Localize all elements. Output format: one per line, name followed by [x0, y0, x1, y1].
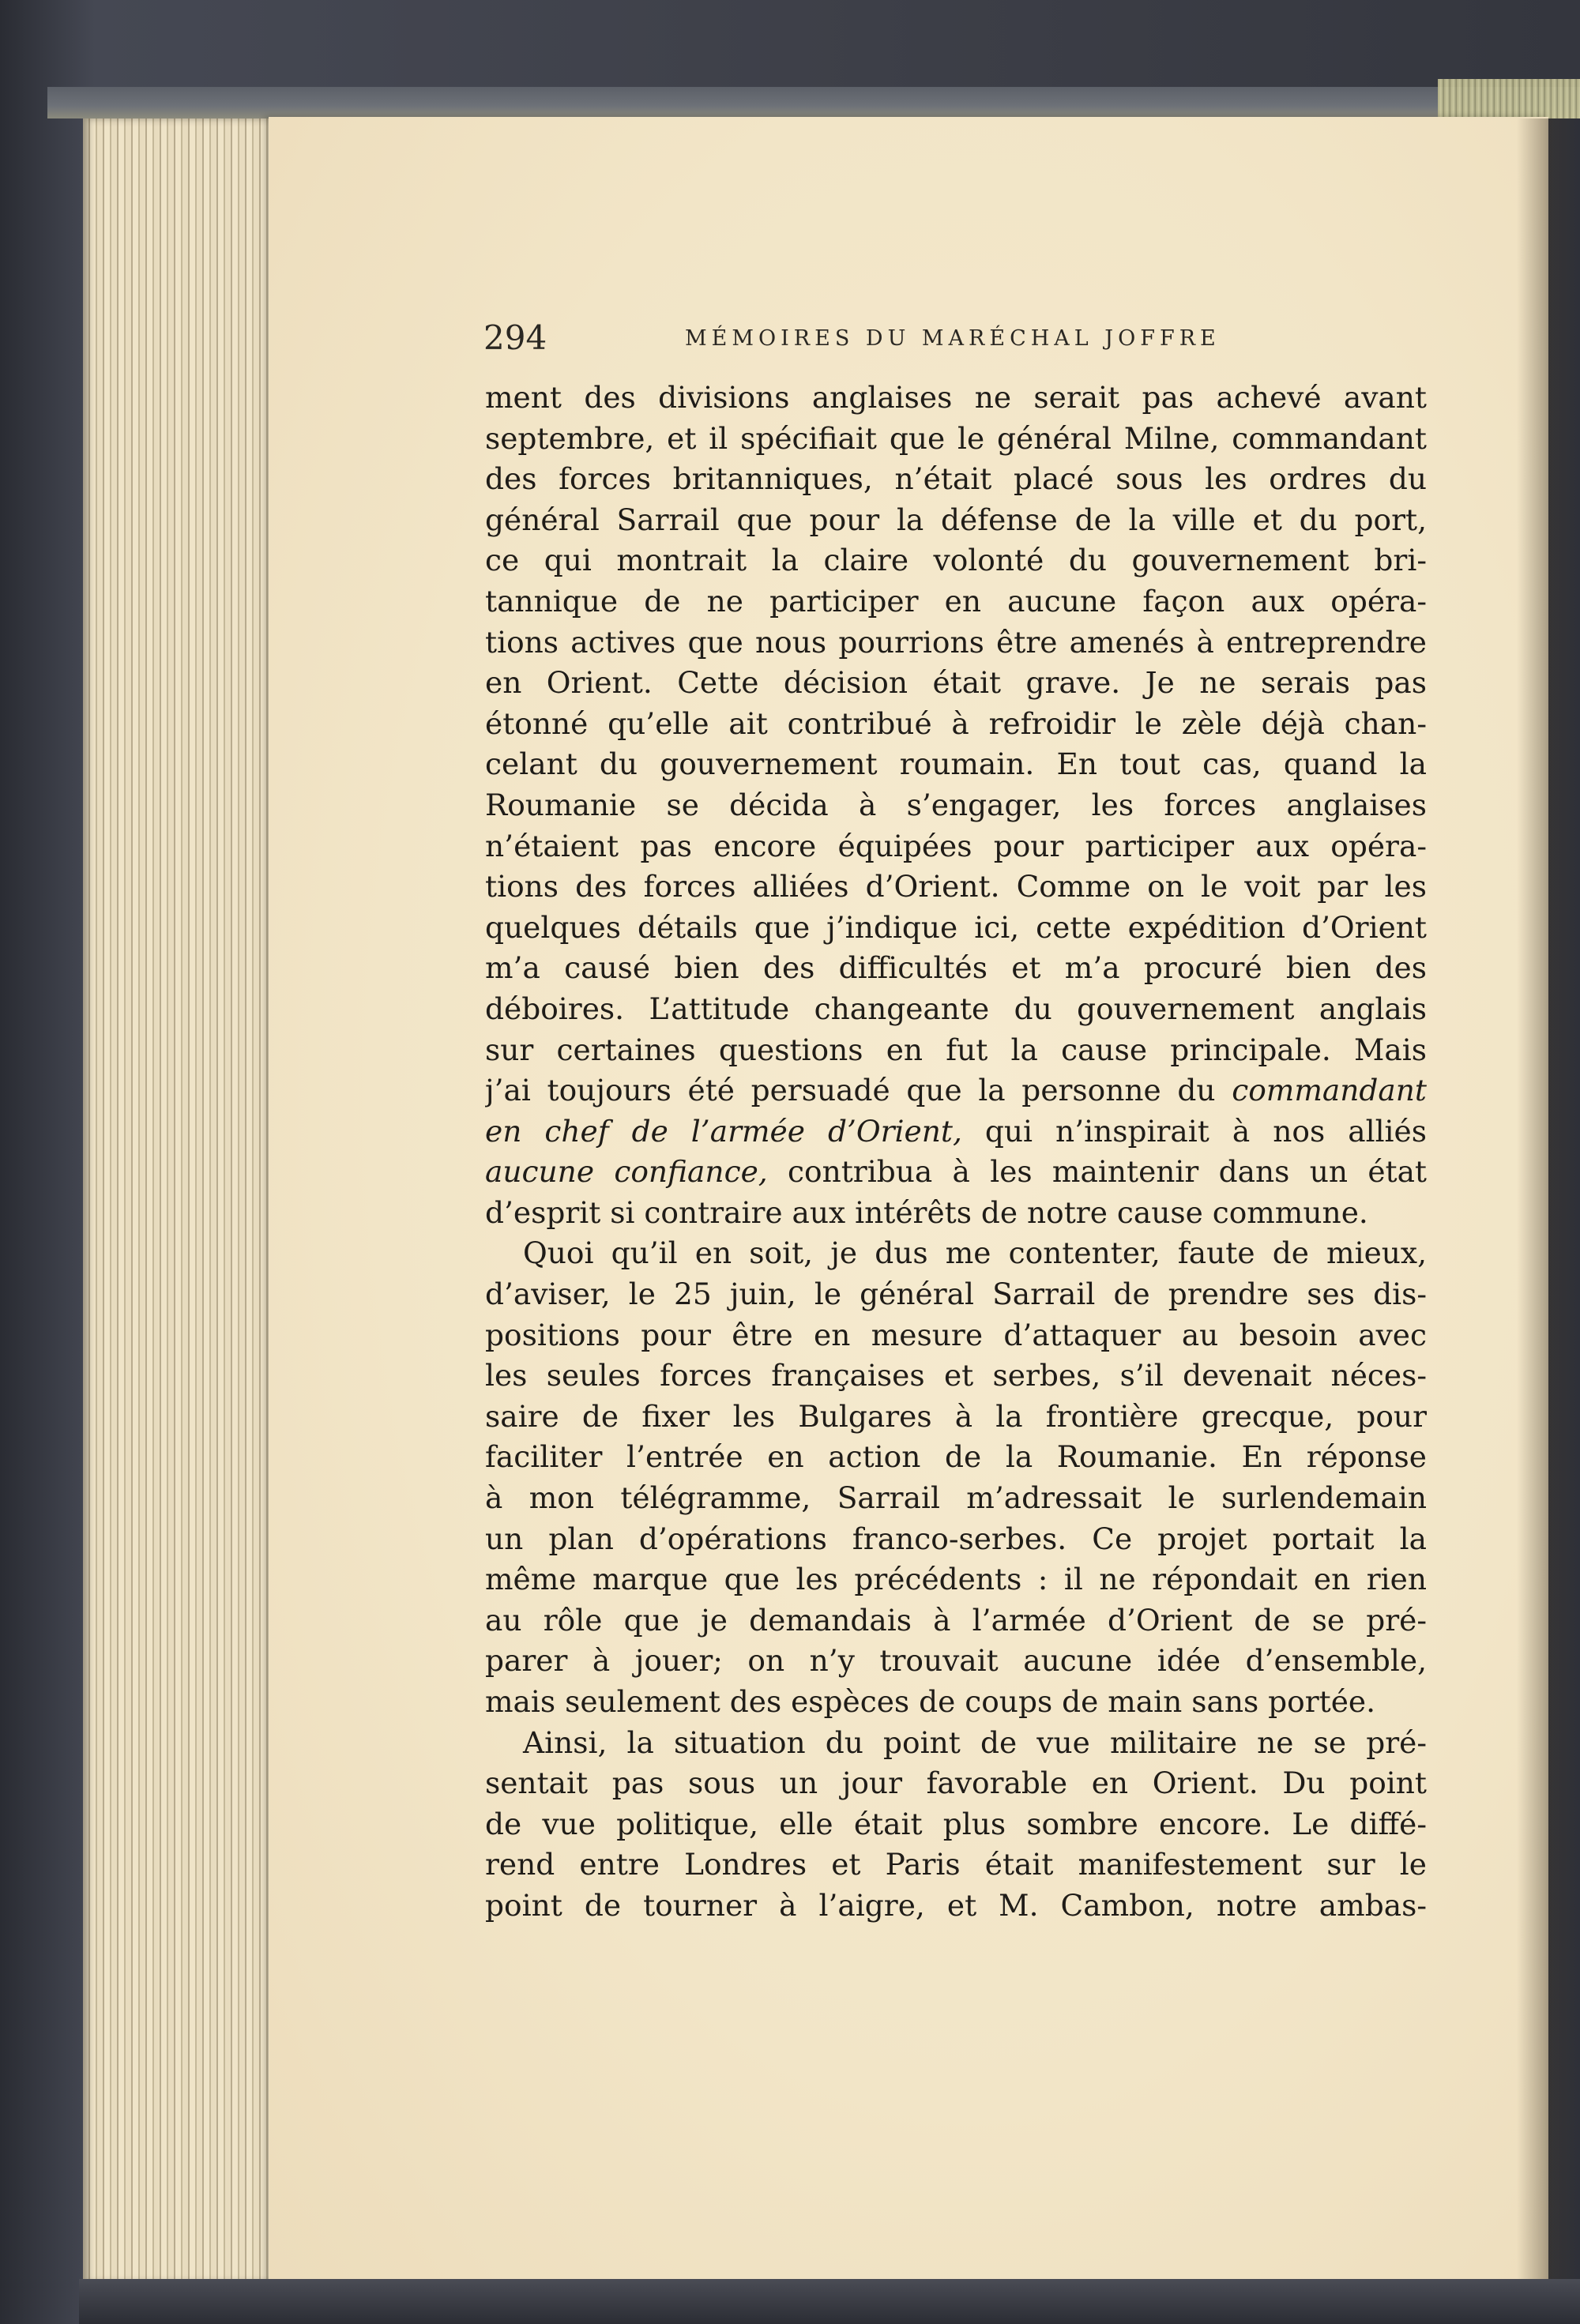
text-line: à mon télégramme, Sarrail m’adressait le surlendemain [485, 1480, 1427, 1516]
text-line: ce qui montrait la claire volonté du gouvernement bri- [485, 543, 1427, 578]
paragraph-first-line: Quoi qu’il en soit, je dus me contenter, faute de mieux, [523, 1235, 1427, 1271]
text-line: déboires. L’attitude changeante du gouvernement anglais [485, 991, 1427, 1026]
text-line: un plan d’opérations franco-serbes. Ce projet portait la [485, 1521, 1427, 1556]
body-text [485, 378, 1427, 1927]
text-line: tannique de ne participer en aucune façon aux opéra- [485, 583, 1427, 619]
text-line: les seules forces françaises et serbes, s’il devenait néces- [485, 1358, 1427, 1393]
italic-run: en chef de l’armée d’Orient, [485, 1113, 962, 1149]
running-title: MÉMOIRES DU MARÉCHAL JOFFRE [685, 326, 1221, 351]
text-line: de vue politique, elle était plus sombre encore. Le diffé- [485, 1806, 1427, 1841]
text-run: j’ai toujours été persuadé que la personne du [485, 1073, 1232, 1108]
text-line: point de tourner à l’aigre, et M. Cambon, notre ambas- [485, 1887, 1427, 1923]
text-line: étonné qu’elle ait contribué à refroidir le zèle déjà chan- [485, 705, 1427, 741]
text-line: n’étaient pas encore équipées pour participer aux opéra- [485, 828, 1427, 863]
paragraph-end-line: mais seulement des espèces de coups de main sans portée. [485, 1684, 1376, 1719]
book-headband [1438, 79, 1580, 118]
text-line: faciliter l’entrée en action de la Roumanie. En réponse [485, 1439, 1427, 1475]
paragraph-end-line: d’esprit si contraire aux intérêts de notre cause commune. [485, 1194, 1368, 1230]
book-bottom-edge [79, 2279, 1580, 2324]
page-edges-stack [83, 118, 273, 2283]
text-run: contribua à les maintenir dans un état [767, 1154, 1427, 1190]
paragraph-first-line: Ainsi, la situation du point de vue militaire ne se pré- [523, 1724, 1427, 1760]
text-line: en Orient. Cette décision était grave. Je ne serais pas [485, 665, 1427, 701]
text-line-mixed [485, 1070, 1427, 1111]
text-line: d’aviser, le 25 juin, le général Sarrail de prendre ses dis- [485, 1277, 1427, 1312]
text-line: au rôle que je demandais à l’armée d’Orient de se pré- [485, 1602, 1427, 1638]
text-line: sur certaines questions en fut la cause principale. Mais [485, 1032, 1427, 1067]
text-line: des forces britanniques, n’était placé sous les ordres du [485, 461, 1427, 497]
page-number: 294 [483, 318, 547, 357]
text-line: saire de fixer les Bulgares à la frontière grecque, pour [485, 1398, 1427, 1434]
text-line: septembre, et il spécifiait que le général Milne, commandant [485, 420, 1427, 456]
text-line: Roumanie se décida à s’engager, les forces anglaises [485, 787, 1427, 822]
book-cover-edge [47, 87, 1580, 118]
text-line: parer à jouer; on n’y trouvait aucune idée d’ensemble, [485, 1643, 1427, 1679]
italic-run: commandant [1232, 1073, 1427, 1108]
italic-run: aucune confiance, [485, 1154, 768, 1190]
text-line: général Sarrail que pour la défense de la ville et du port, [485, 502, 1427, 537]
page-gutter-shadow [1517, 118, 1580, 2287]
text-line: celant du gouvernement roumain. En tout cas, quand la [485, 746, 1427, 782]
text-line: positions pour être en mesure d’attaquer au besoin avec [485, 1317, 1427, 1352]
text-run: qui n’inspirait à nos alliés [961, 1113, 1427, 1149]
text-line: rend entre Londres et Paris était manifestement sur le [485, 1847, 1427, 1882]
text-line-mixed [485, 1111, 1427, 1153]
text-line: m’a causé bien des difficultés et m’a procuré bien des [485, 950, 1427, 986]
text-line-mixed [485, 1152, 1427, 1193]
text-line: ment des divisions anglaises ne serait pas achevé avant [485, 380, 1427, 415]
text-line: même marque que les précédents : il ne répondait en rien [485, 1562, 1427, 1597]
text-line: quelques détails que j’indique ici, cette expédition d’Orient [485, 909, 1427, 945]
text-line: tions actives que nous pourrions être amenés à entreprendre [485, 624, 1427, 660]
running-head [483, 314, 1431, 362]
text-line: sentait pas sous un jour favorable en Orient. Du point [485, 1766, 1427, 1801]
text-line: tions des forces alliées d’Orient. Comme on le voit par les [485, 869, 1427, 904]
